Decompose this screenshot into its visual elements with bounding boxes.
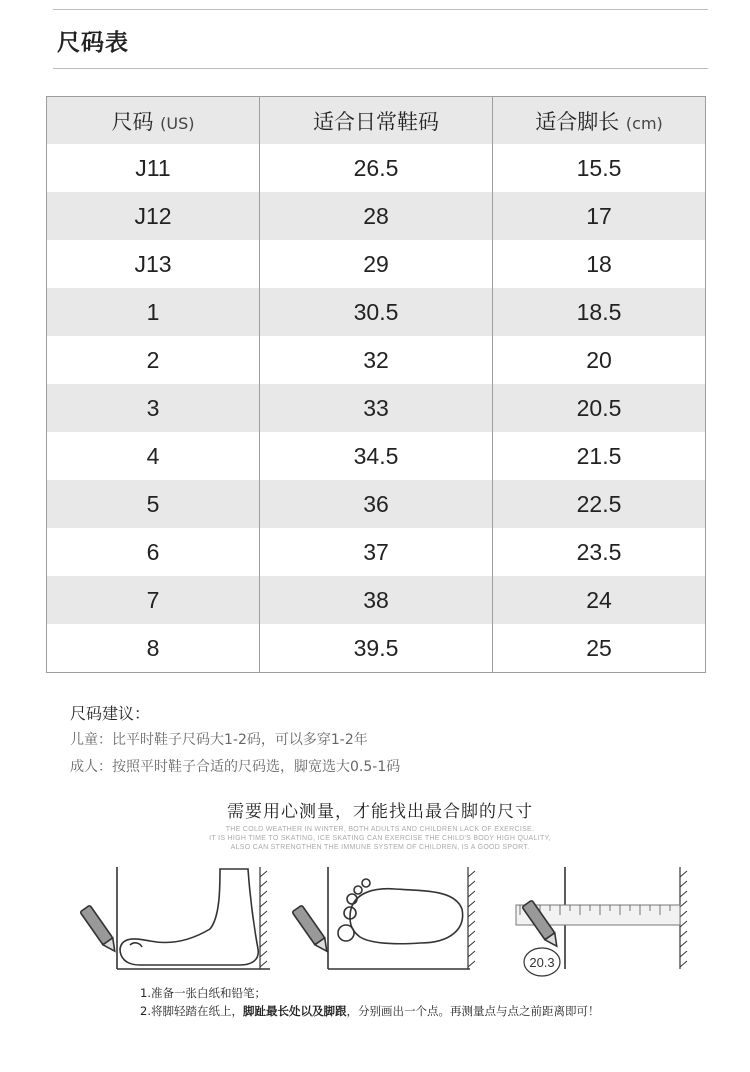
table-row bbox=[47, 528, 706, 576]
measurement-guide bbox=[70, 795, 690, 1035]
cell-daily-shoe-size: 37 bbox=[260, 528, 493, 576]
top-divider bbox=[53, 9, 708, 10]
cell-daily-shoe-size: 33 bbox=[260, 384, 493, 432]
page-title: 尺码表 bbox=[57, 30, 129, 56]
header-unit: (US) bbox=[160, 113, 195, 133]
cell-daily-shoe-size: 26.5 bbox=[260, 144, 493, 192]
measure-title: 需要用心测量，才能找出最合脚的尺寸 bbox=[227, 802, 533, 822]
cell-size-us: 1 bbox=[47, 288, 260, 336]
title-divider bbox=[53, 68, 708, 69]
size-table bbox=[46, 96, 706, 673]
cell-daily-shoe-size: 30.5 bbox=[260, 288, 493, 336]
side-foot-illustration bbox=[80, 867, 270, 969]
cell-size-us: 3 bbox=[47, 384, 260, 432]
cell-daily-shoe-size: 32 bbox=[260, 336, 493, 384]
table-row bbox=[47, 144, 706, 192]
cell-size-us: J11 bbox=[47, 144, 260, 192]
table-row bbox=[47, 624, 706, 673]
cell-daily-shoe-size: 34.5 bbox=[260, 432, 493, 480]
measure-subtitle-1: THE COLD WEATHER IN WINTER, BOTH ADULTS AND CHILDREN LACK OF EXERCISE. bbox=[225, 826, 535, 833]
table-row bbox=[47, 480, 706, 528]
cell-foot-length: 24 bbox=[493, 576, 706, 624]
advice-adult: 成人：按照平时鞋子合适的尺码选，脚宽选大0.5-1码 bbox=[70, 759, 401, 775]
advice-child: 儿童：比平时鞋子尺码大1-2码，可以多穿1-2年 bbox=[70, 732, 368, 748]
table-row bbox=[47, 240, 706, 288]
table-header-row bbox=[47, 97, 706, 145]
cell-size-us: J12 bbox=[47, 192, 260, 240]
header-label: 尺码 bbox=[111, 109, 154, 134]
cell-daily-shoe-size: 38 bbox=[260, 576, 493, 624]
cell-foot-length: 21.5 bbox=[493, 432, 706, 480]
top-foot-illustration bbox=[292, 867, 475, 969]
cell-daily-shoe-size: 36 bbox=[260, 480, 493, 528]
cell-daily-shoe-size: 29 bbox=[260, 240, 493, 288]
cell-foot-length: 23.5 bbox=[493, 528, 706, 576]
table-row bbox=[47, 576, 706, 624]
cell-foot-length: 20.5 bbox=[493, 384, 706, 432]
cell-size-us: 7 bbox=[47, 576, 260, 624]
cell-size-us: 6 bbox=[47, 528, 260, 576]
pencil-icon bbox=[292, 905, 332, 954]
header-label: 适合脚长 bbox=[535, 109, 620, 134]
cell-foot-length: 15.5 bbox=[493, 144, 706, 192]
cell-daily-shoe-size: 28 bbox=[260, 192, 493, 240]
header-daily-shoe-size bbox=[260, 97, 493, 145]
step2-part-a: 2.将脚轻踏在纸上， bbox=[140, 1004, 243, 1018]
cell-size-us: J13 bbox=[47, 240, 260, 288]
header-unit: (cm) bbox=[625, 113, 663, 133]
cell-foot-length: 20 bbox=[493, 336, 706, 384]
ruler-value: 20.3 bbox=[529, 955, 555, 970]
cell-foot-length: 17 bbox=[493, 192, 706, 240]
cell-foot-length: 25 bbox=[493, 624, 706, 673]
cell-size-us: 4 bbox=[47, 432, 260, 480]
header-foot-length bbox=[493, 97, 706, 145]
cell-daily-shoe-size: 39.5 bbox=[260, 624, 493, 673]
table-row bbox=[47, 432, 706, 480]
measure-subtitle-2: IT IS HIGH TIME TO SKATING, ICE SKATING CAN EXERCISE THE CHILD'S BODY HIGH QUALITY, bbox=[209, 835, 551, 842]
measure-step-1: 1.准备一张白纸和铅笔； bbox=[140, 986, 266, 1000]
step2-emphasis: 脚趾最长处以及脚跟 bbox=[242, 1004, 347, 1018]
measure-subtitle-3: ALSO CAN STRENGTHEN THE IMMUNE SYSTEM OF CHILDREN, IS A GOOD SPORT. bbox=[230, 844, 530, 851]
advice-heading: 尺码建议： bbox=[70, 704, 151, 723]
step2-part-c: ，分别画出一个点。再测量点与点之前距离即可！ bbox=[346, 1004, 600, 1018]
table-row bbox=[47, 288, 706, 336]
cell-foot-length: 22.5 bbox=[493, 480, 706, 528]
table-row bbox=[47, 192, 706, 240]
measure-step-2 bbox=[140, 1003, 599, 1019]
cell-size-us: 8 bbox=[47, 624, 260, 673]
cell-size-us: 2 bbox=[47, 336, 260, 384]
table-row bbox=[47, 384, 706, 432]
cell-size-us: 5 bbox=[47, 480, 260, 528]
pencil-icon bbox=[80, 905, 120, 954]
cell-foot-length: 18 bbox=[493, 240, 706, 288]
table-row bbox=[47, 336, 706, 384]
header-label: 适合日常鞋码 bbox=[313, 109, 439, 134]
cell-foot-length: 18.5 bbox=[493, 288, 706, 336]
size-advice bbox=[70, 700, 400, 781]
header-size-us bbox=[47, 97, 260, 145]
